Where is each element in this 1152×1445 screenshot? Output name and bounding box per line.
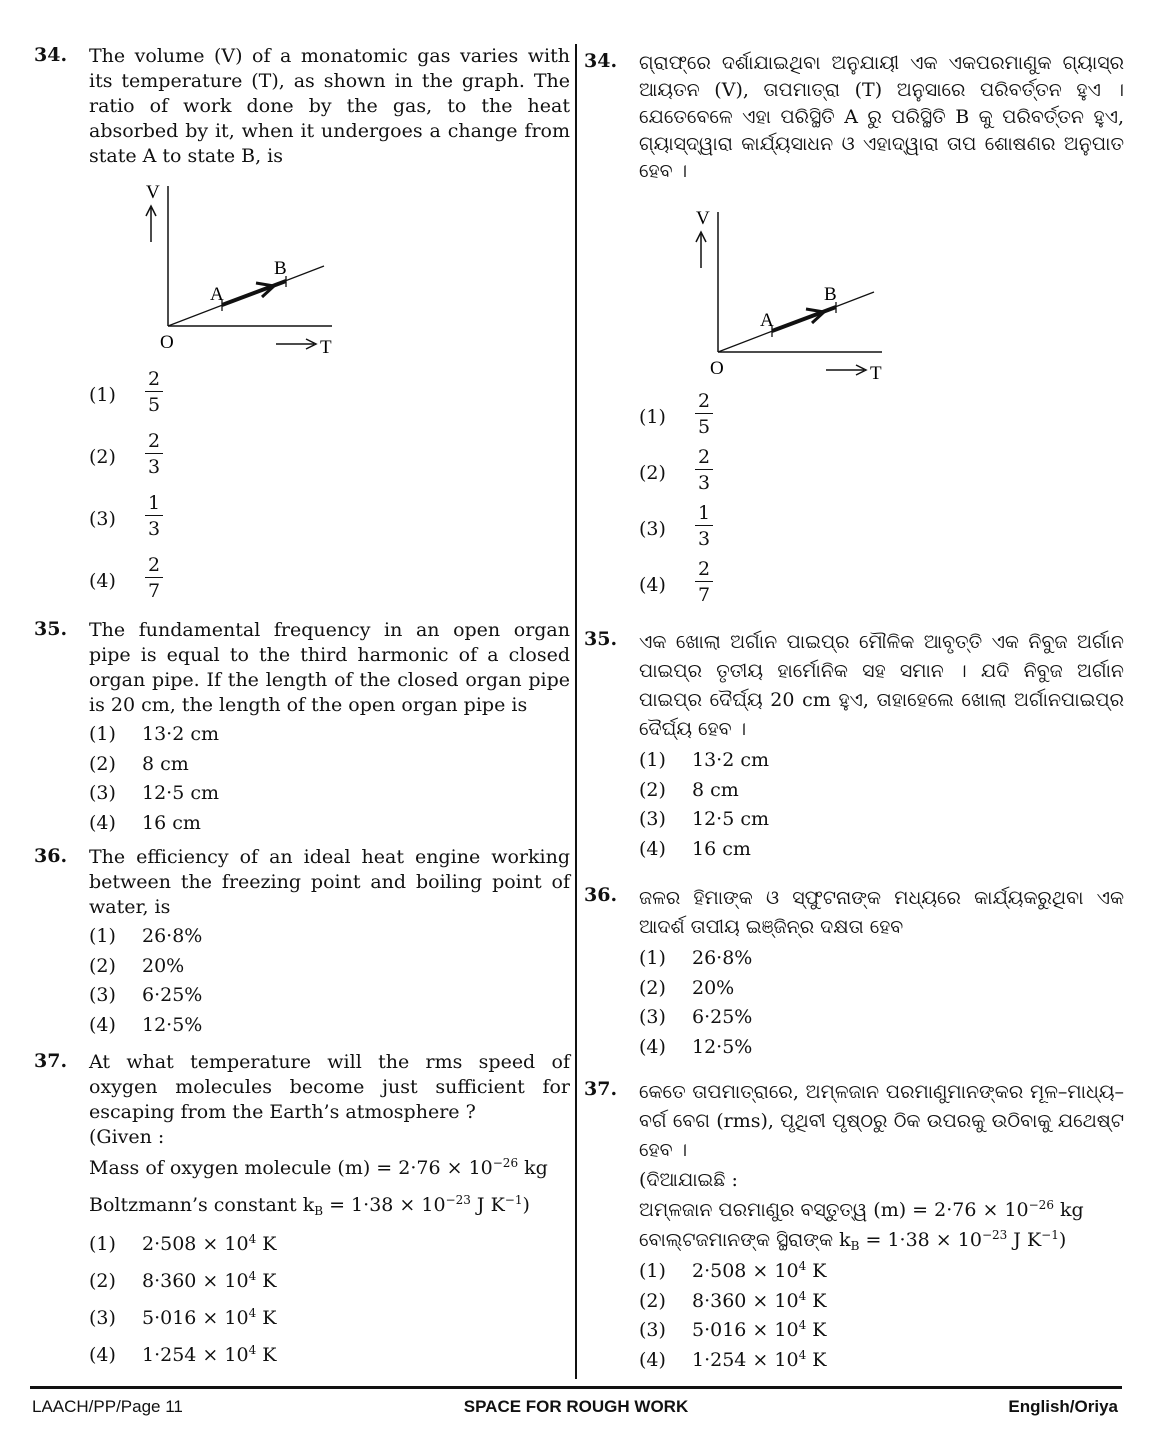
t-axis-label: T <box>320 337 332 358</box>
option-3[interactable]: (3) $\frac{1}{3}$ <box>639 502 839 558</box>
options <box>639 944 1124 1062</box>
question-text: The efficiency of an ideal heat engine working between the freezing point and boiling point of water, is <box>89 846 570 918</box>
option-4[interactable]: (4) $\frac{2}{7}$ <box>639 558 839 614</box>
given-mass: ଅମ୍ଳଜାନ ପରମାଣୁର ବସ୍ତୁତ୍ୱ $(m) = 2\cdot 76 \times 10^{-26}$ kg <box>639 1198 1084 1221</box>
point-b-label: B <box>274 258 287 279</box>
option-3[interactable]: (3) $\frac{1}{3}$ <box>89 492 289 554</box>
volume-temperature-graph <box>124 180 354 360</box>
option-3[interactable]: (3) $5\cdot 016 \times 10^4$ K <box>89 1306 277 1329</box>
question-text: ଜଳର ହିମାଙ୍କ ଓ ସ୍ଫୁଟନାଙ୍କ ମଧ୍ୟରେ କାର୍ଯ୍ୟକରୁଥିବା ଏକ ଆଦର୍ଶ ତାପୀୟ ଇଞ୍ଜିନ୍‌ର ଦକ୍ଷତା ହେବ <box>639 887 1124 938</box>
option-2[interactable]: (2) 8 cm <box>89 752 189 775</box>
question-number: 36. <box>584 884 618 906</box>
given-boltzmann: Boltzmann’s constant $k_B = 1\cdot 38 \times 10^{-23}$ J $K^{-1}$) <box>89 1193 530 1218</box>
options <box>89 368 289 616</box>
options <box>89 720 570 838</box>
point-a-label: A <box>210 284 224 305</box>
question-34-en <box>34 44 570 602</box>
question-36-en <box>34 845 570 1040</box>
option-3[interactable]: (3) 12·5 cm <box>639 808 770 830</box>
question-36-or <box>584 884 1124 1062</box>
option-3[interactable]: (3) $5\cdot 016 \times 10^4$ K <box>639 1318 827 1341</box>
given-boltzmann: ବୋଲ୍‌ଟଜମାନଙ୍କ ସ୍ଥିରାଙ୍କ $k_B = 1\cdot 38 \times 10^{-23}$ J $K^{-1}$) <box>639 1228 1067 1253</box>
option-3[interactable]: (3) 6·25% <box>89 984 203 1006</box>
given-open: (Given : <box>89 1126 165 1148</box>
option-3[interactable]: (3) 6·25% <box>639 1006 753 1028</box>
question-37-or <box>584 1078 1124 1375</box>
rough-work-label: SPACE FOR ROUGH WORK <box>463 1397 689 1416</box>
point-b-label: B <box>824 284 837 305</box>
option-4[interactable]: (4) 12·5% <box>639 1035 753 1058</box>
page-code: LAACH/PP/Page 11 <box>32 1397 183 1416</box>
option-2[interactable]: (2) $8\cdot 360 \times 10^4$ K <box>639 1288 827 1312</box>
question-35-en <box>34 618 570 838</box>
option-3[interactable]: (3) 12·5 cm <box>89 782 220 804</box>
options <box>89 1226 570 1374</box>
question-number: 35. <box>34 618 68 640</box>
question-text: ଏକ ଖୋଲା ଅର୍ଗାନ ପାଇପ୍‌ର ମୌଳିକ ଆବୃତ୍ତି ଏକ ନିବୁଜ ଅର୍ଗାନ ପାଇପ୍‌ର ତୃତୀୟ ହାର୍ମୋନିକ ସହ ସମାନ । ଯଦି ନିବୁଜ ଅର୍ଗାନ ପାଇପ୍‌ର ଦୈର୍ଘ୍ୟ 20 cm ହୁଏ, ତାହାହେଲେ ଖୋଲା ଅର୍ଗାନପାଇପ୍‌ର ଦୈର୍ଘ୍ୟ ହେବ । <box>639 631 1124 740</box>
options <box>639 746 1124 864</box>
option-4[interactable]: (4) $\frac{2}{7}$ <box>89 554 289 616</box>
question-text: At what temperature will the rms speed of oxygen molecules become just sufficient for escaping from the Earth’s atmosphere ? <box>89 1051 570 1123</box>
question-34-or <box>584 50 1124 606</box>
options <box>89 922 570 1040</box>
option-1[interactable]: (1) $2\cdot 508 \times 10^4$ K <box>639 1259 827 1282</box>
v-axis-label: V <box>696 208 710 229</box>
options <box>639 390 839 614</box>
option-1[interactable]: (1) $\frac{2}{5}$ <box>639 390 839 446</box>
option-1[interactable]: (1) 13·2 cm <box>639 749 770 771</box>
process-arrow <box>772 307 836 331</box>
option-1[interactable]: (1) $\frac{2}{5}$ <box>89 368 289 430</box>
question-number: 35. <box>584 628 618 650</box>
option-1[interactable]: (1) 26·8% <box>639 947 753 969</box>
option-4[interactable]: (4) $1\cdot 254 \times 10^4$ K <box>639 1347 827 1371</box>
option-4[interactable]: (4) 16 cm <box>89 811 201 834</box>
origin-label: O <box>710 358 724 379</box>
option-2[interactable]: (2) 20% <box>89 954 185 977</box>
question-text: The fundamental frequency in an open organ pipe is equal to the third harmonic of a closed organ pipe. If the length of the closed organ pipe is 20 cm, the length of the open organ pipe is <box>89 619 570 716</box>
question-number: 36. <box>34 845 68 867</box>
point-a-label: A <box>760 310 774 331</box>
question-text: The volume (V) of a monatomic gas varies with its temperature (T), as shown in the graph. The ratio of work done by the gas, to the heat absorbed by it, when it undergoes a change from state A to state B, is <box>89 45 570 167</box>
question-number: 37. <box>584 1078 618 1100</box>
column-divider <box>575 44 577 1379</box>
v-axis-label: V <box>146 182 160 203</box>
option-2[interactable]: (2) $\frac{2}{3}$ <box>639 446 839 502</box>
question-number: 34. <box>584 50 618 72</box>
option-1[interactable]: (1) $2\cdot 508 \times 10^4$ K <box>89 1232 277 1255</box>
option-2[interactable]: (2) 8 cm <box>639 778 739 801</box>
option-4[interactable]: (4) 16 cm <box>639 837 751 860</box>
question-text: କେତେ ତାପମାତ୍ରାରେ, ଅମ୍ଳଜାନ ପରମାଣୁମାନଙ୍କର ମୂଳ–ମାଧ୍ୟ–ବର୍ଗ ବେଗ (rms), ପୃଥିବୀ ପୃଷ୍ଠରୁ ଠିକ ଉପରକୁ ଉଠିବାକୁ ଯଥେଷ୍ଟ ହେବ । <box>639 1081 1124 1161</box>
option-2[interactable]: (2) $8\cdot 360 \times 10^4$ K <box>89 1269 277 1292</box>
option-1[interactable]: (1) 26·8% <box>89 925 203 947</box>
option-2[interactable]: (2) $\frac{2}{3}$ <box>89 430 289 492</box>
question-number: 34. <box>34 44 68 66</box>
option-4[interactable]: (4) 12·5% <box>89 1013 203 1036</box>
given-open: (ଦିଆଯାଇଛି : <box>639 1169 738 1191</box>
footer-rule <box>30 1386 1122 1389</box>
question-37-en <box>34 1050 570 1374</box>
origin-label: O <box>160 332 174 353</box>
option-1[interactable]: (1) 13·2 cm <box>89 723 220 745</box>
t-axis-label: T <box>870 363 882 384</box>
option-2[interactable]: (2) 20% <box>639 976 735 999</box>
process-arrow <box>222 281 286 305</box>
question-text: ଗ୍ରାଫ୍‌ରେ ଦର୍ଶାଯାଇଥିବା ଅନୁଯାୟୀ ଏକ ଏକପରମାଣୁକ ଗ୍ୟାସ୍‌ର ଆୟତନ (V), ତାପମାତ୍ରା (T) ଅନୁସାରେ ପରିବର୍ତ୍ତନ ହୁଏ । ଯେତେବେଳେ ଏହା ପରିସ୍ଥିତି A ରୁ ପରିସ୍ଥିତି B କୁ ପରିବର୍ତ୍ତନ ହୁଏ, ଗ୍ୟାସ୍‌ଦ୍ୱାରା କାର୍ଯ୍ୟସାଧନ ଓ ଏହାଦ୍ୱାରା ତାପ ଶୋଷଣର ଅନୁପାତ ହେବ । <box>639 52 1124 182</box>
question-number: 37. <box>34 1050 68 1072</box>
options <box>639 1257 1124 1375</box>
volume-temperature-graph <box>674 206 904 386</box>
question-35-or <box>584 628 1124 864</box>
given-mass: Mass of oxygen molecule $(m) = 2\cdot 76 \times 10^{-26}$ kg <box>89 1156 548 1179</box>
option-4[interactable]: (4) $1\cdot 254 \times 10^4$ K <box>89 1343 277 1366</box>
language-label: English/Oriya <box>1008 1397 1118 1416</box>
